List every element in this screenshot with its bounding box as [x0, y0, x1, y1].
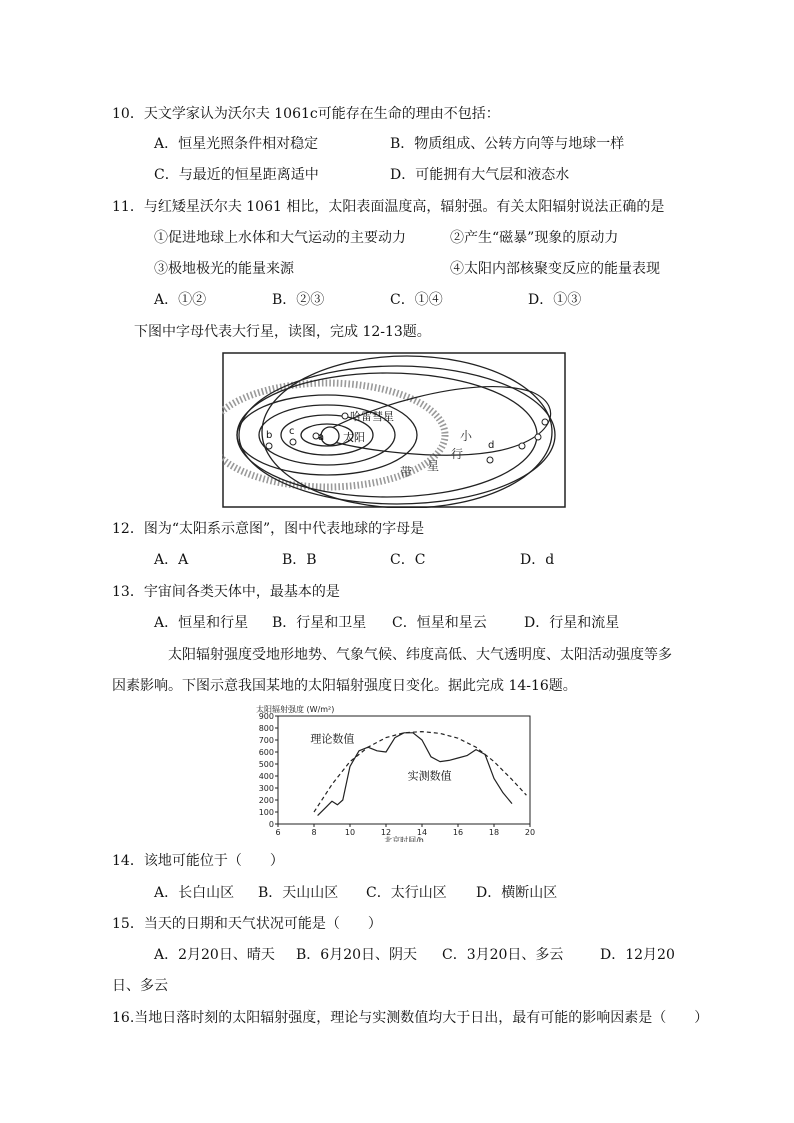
q14-option-c: C．太行山区 [366, 885, 447, 901]
q13-option-b: B．行星和卫星 [272, 615, 367, 631]
x-tick-label: 12 [380, 828, 392, 837]
y-tick-label: 400 [258, 772, 274, 781]
q15-option-d: D．12月20 [600, 947, 675, 963]
x-tick-label: 10 [344, 828, 356, 837]
q15-option-c: C．3月20日、多云 [442, 947, 564, 963]
planet-a-label: a [318, 432, 325, 443]
y-tick-label: 900 [258, 712, 274, 721]
y-axis-label: 太阳辐射强度 (W/m²) [256, 705, 335, 714]
q11-stem: 11．与红矮星沃尔夫 1061 相比，太阳表面温度高，辐射强。有关太阳辐射说法正确的是 [112, 199, 665, 215]
intro-14-16-line1: 太阳辐射强度受地形地势、气象气候、纬度高低、大气透明度、太阳活动强度等多 [168, 647, 672, 663]
y-tick-label: 500 [258, 760, 274, 769]
planet-c-label: c [289, 426, 295, 437]
q15-option-b: B．6月20日、阴天 [296, 947, 418, 963]
q13-option-d: D．行星和流星 [524, 615, 620, 631]
series-label-measured: 实测数值 [407, 769, 452, 783]
series-label-theoretical: 理论数值 [310, 732, 355, 746]
y-tick-label: 700 [258, 736, 274, 745]
q13-stem: 13．宇宙间各类天体中，最基本的是 [112, 584, 340, 600]
q14-option-d: D．横断山区 [476, 885, 558, 901]
q14-option-b: B．天山山区 [258, 885, 339, 901]
planet-d-label: d [488, 440, 495, 451]
solar-system-figure [222, 352, 566, 508]
q12-option-b: B．B [282, 552, 317, 568]
q15-option-a: A．2月20日、晴天 [154, 947, 275, 963]
x-tick-label: 20 [524, 828, 536, 837]
y-tick-label: 600 [258, 748, 274, 757]
y-tick-label: 200 [258, 796, 274, 805]
x-tick-label: 18 [488, 828, 500, 837]
q11-option-c: C．①④ [390, 292, 443, 308]
q15-stem: 15．当天的日期和天气状况可能是（ ） [112, 916, 382, 932]
x-tick-label: 16 [452, 828, 464, 837]
q16-stem: 16.当地日落时刻的太阳辐射强度，理论与实测数值均大于日出，最有可能的影响因素是（ ） [112, 1010, 709, 1026]
y-tick-label: 800 [258, 724, 274, 733]
belt-char-3: 星 [427, 459, 440, 473]
q10-option-a: A．恒星光照条件相对稳定 [154, 136, 319, 152]
comet-label: 哈雷彗星 [350, 410, 394, 423]
q11-statement-2: ②产生“磁暴”现象的原动力 [450, 230, 619, 246]
radiation-chart [250, 702, 550, 842]
q15-option-d-continued: 日、多云 [112, 978, 168, 994]
q10-option-b: B．物质组成、公转方向等与地球一样 [390, 136, 625, 152]
q11-statement-3: ③极地极光的能量来源 [154, 261, 294, 277]
q11-option-b: B．②③ [272, 292, 325, 308]
q11-statement-4: ④太阳内部核聚变反应的能量表现 [450, 261, 660, 277]
q12-option-c: C．C [390, 552, 426, 568]
belt-char-1: 小 [460, 429, 473, 443]
planet-b-label: b [266, 430, 273, 441]
y-tick-label: 100 [258, 808, 274, 817]
x-axis-label: 北京时间/h [384, 836, 424, 842]
x-tick-label: 8 [311, 828, 317, 837]
y-tick-label: 300 [258, 784, 274, 793]
q11-statement-1: ①促进地球上水体和大气运动的主要动力 [154, 230, 406, 246]
intro-14-16-line2: 因素影响。下图示意我国某地的太阳辐射强度日变化。据此完成 14-16题。 [112, 678, 577, 694]
y-tick-label: 0 [268, 820, 274, 829]
q14-stem: 14．该地可能位于（ ） [112, 853, 284, 869]
q13-option-c: C．恒星和星云 [392, 615, 487, 631]
belt-char-4: 带 [400, 465, 413, 479]
q13-option-a: A．恒星和行星 [154, 615, 249, 631]
sun-label: 太阳 [343, 431, 365, 444]
q14-option-a: A．长白山区 [154, 885, 235, 901]
q10-stem: 10．天文学家认为沃尔夫 1061c可能存在生命的理由不包括： [112, 106, 500, 122]
q11-option-d: D．①③ [528, 292, 582, 308]
q12-option-a: A．A [154, 552, 189, 568]
q10-option-c: C．与最近的恒星距离适中 [154, 167, 319, 183]
intro-12-13: 下图中字母代表大行星，读图，完成 12-13题。 [134, 324, 431, 340]
q11-option-a: A．①② [154, 292, 207, 308]
x-tick-label: 6 [275, 828, 281, 837]
belt-char-2: 行 [451, 447, 464, 461]
q12-option-d: D．d [520, 552, 555, 568]
q10-option-d: D．可能拥有大气层和液态水 [390, 167, 570, 183]
x-tick-label: 14 [416, 828, 428, 837]
q12-stem: 12．图为“太阳系示意图”，图中代表地球的字母是 [112, 521, 425, 537]
